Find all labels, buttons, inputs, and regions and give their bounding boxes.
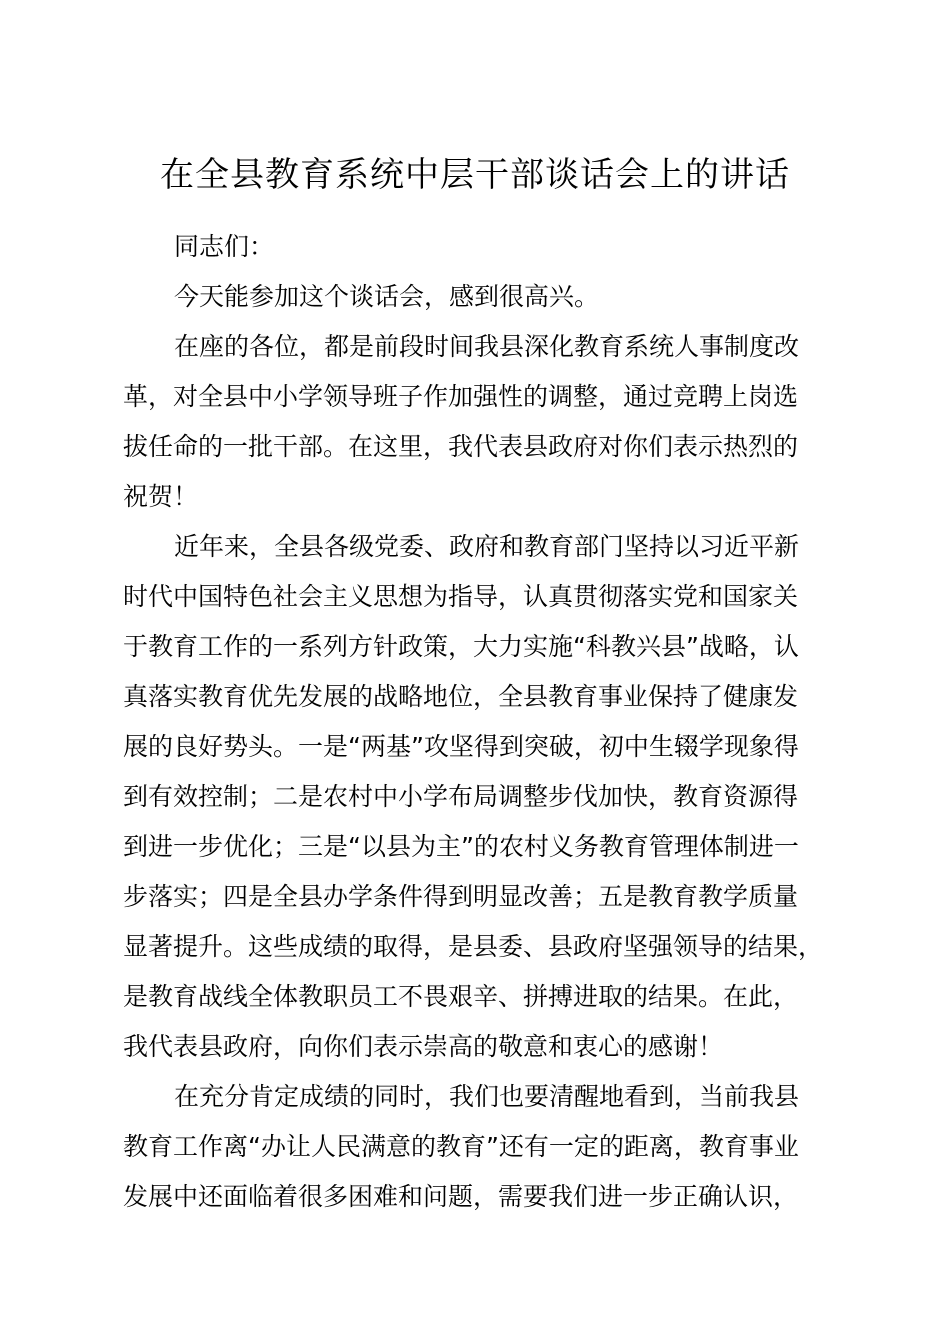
text-line: 发展中还面临着很多困难和问题，需要我们进一步正确认识， bbox=[123, 1182, 799, 1211]
text-line: 在座的各位，都是前段时间我县深化教育系统人事制度改 bbox=[174, 332, 800, 361]
text-line: 在充分肯定成绩的同时，我们也要清醒地看到，当前我县 bbox=[174, 1082, 800, 1111]
text-line: 到进一步优化；三是“以县为主”的农村义务教育管理体制进一 bbox=[123, 832, 799, 861]
text-line: 真落实教育优先发展的战略地位，全县教育事业保持了健康发 bbox=[123, 682, 799, 711]
text-line: 显著提升。这些成绩的取得，是县委、县政府坚强领导的结果， bbox=[123, 932, 824, 961]
text-line: 革，对全县中小学领导班子作加强性的调整，通过竞聘上岗选 bbox=[123, 382, 799, 411]
text-line: 于教育工作的一系列方针政策，大力实施“科教兴县”战略，认 bbox=[123, 632, 799, 661]
text-line: 展的良好势头。一是“两基”攻坚得到突破，初中生辍学现象得 bbox=[123, 732, 799, 761]
text-line: 今天能参加这个谈话会，感到很高兴。 bbox=[174, 282, 600, 311]
text-line: 祝贺！ bbox=[123, 482, 199, 511]
text-line: 近年来，全县各级党委、政府和教育部门坚持以习近平新 bbox=[174, 532, 800, 561]
body-text bbox=[123, 222, 839, 1222]
text-line: 时代中国特色社会主义思想为指导，认真贯彻落实党和国家关 bbox=[123, 582, 799, 611]
text-line: 到有效控制；二是农村中小学布局调整步伐加快，教育资源得 bbox=[123, 782, 799, 811]
text-line: 步落实；四是全县办学条件得到明显改善；五是教育教学质量 bbox=[123, 882, 799, 911]
text-line: 拔任命的一批干部。在这里，我代表县政府对你们表示热烈的 bbox=[123, 432, 799, 461]
text-line: 是教育战线全体教职员工不畏艰辛、拼搏进取的结果。在此， bbox=[123, 982, 799, 1011]
page-title: 在全县教育系统中层干部谈话会上的讲话 bbox=[160, 155, 790, 195]
text-line: 同志们： bbox=[174, 232, 275, 261]
text-line: 我代表县政府，向你们表示崇高的敬意和衷心的感谢！ bbox=[123, 1032, 724, 1061]
text-line: 教育工作离“办让人民满意的教育”还有一定的距离，教育事业 bbox=[123, 1132, 799, 1161]
